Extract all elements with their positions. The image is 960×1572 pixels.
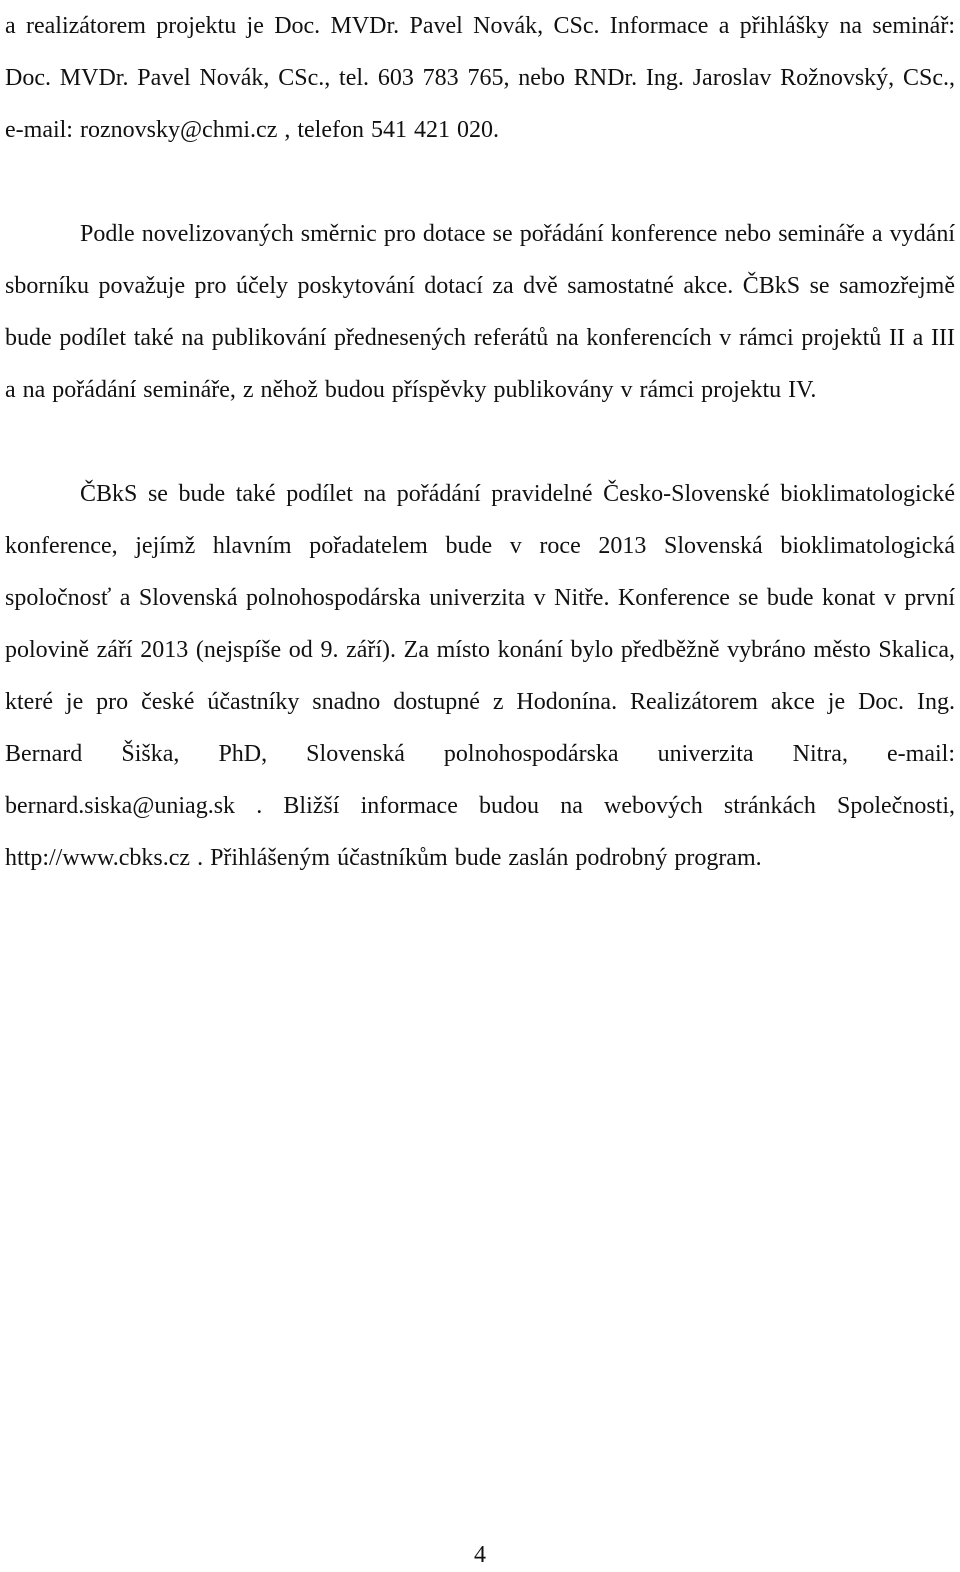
page-number: 4 (474, 1542, 486, 1568)
paragraph-continuation: a realizátorem projektu je Doc. MVDr. Pavel Novák, CSc. Informace a přihlášky na seminář: Doc. MVDr. Pavel Novák, CSc., tel. 603 783 765, nebo RNDr. Ing. Jaroslav Rožnovský, CSc., e-mail: roznovsky@chmi.cz , telefon 541 421 020. (5, 13, 955, 143)
paragraph-conference: ČBkS se bude také podílet na pořádání pravidelné Česko-Slovenské bioklimatologické konference, jejímž hlavním pořadatelem bude v roce 2013 Slovenská bioklimatologická spoločnosť a Slovenská polnohospodárska univerzita v Nitře. Konference se bude konat v první polovině září 2013 (nejspíše od 9. září). Za místo konání bylo předběžně vybráno město Skalica, které je pro české účastníky snadno dostupné z Hodonína. Realizátorem akce je Doc. Ing. Bernard Šiška, PhD, Slovenská polnohospodárska univerzita Nitra, e-mail: bernard.siska@uniag.sk . Bližší informace budou na webových stránkách Společnosti, http://www.cbks.cz . Přihlášeným účastníkům bude zaslán podrobný program. (5, 481, 955, 871)
document-page (5, 0, 955, 884)
paragraph-grant-rules: Podle novelizovaných směrnic pro dotace se pořádání konference nebo semináře a vydání sborníku považuje pro účely poskytování dotací za dvě samostatné akce. ČBkS se samozřejmě bude podílet také na publikování přednesených referátů na konferencích v rámci projektů II a III a na pořádání semináře, z něhož budou příspěvky publikovány v rámci projektu IV. (5, 221, 955, 403)
